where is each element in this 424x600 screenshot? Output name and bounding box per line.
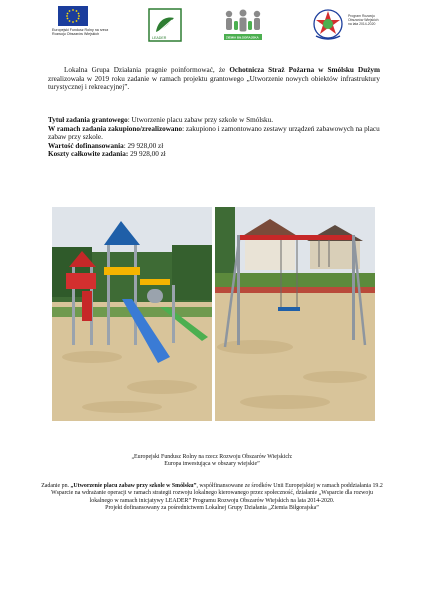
- footer-fund-name: „Europejski Fundusz Rolny na rzecz Rozwoju Obszarów Wiejskich:: [131, 454, 293, 460]
- total-cost-line: [48, 150, 380, 159]
- lgd-star-logo-icon: [312, 6, 380, 46]
- playground-swing-photo: [215, 207, 375, 421]
- task-scope-value: : zakupiono i zamontowano zestawy urządzeń zabawowych na placu zabaw przy szkole.: [48, 124, 380, 142]
- footer-para-rest: , współfinansowane ze środków Unii Europejskiej w ramach poddziałania 19.2 Wsparcie na wdrażanie operacji w ramach strategii rozwoju lokalnego kierowanego przez społeczność, działanie „Wsparcie dla rozwoju lokalnego w ramach inicjatywy LEADER” Programu Rozwoju Obszarów Wiejskich na lata 2014-2020.: [51, 482, 383, 504]
- intro-start: Lokalna Grupa Działania pragnie poinformować, że: [64, 66, 230, 74]
- intro-organization: Ochotnicza Straż Pożarna w Smólsku Dużym: [229, 66, 380, 74]
- task-title-line: [48, 116, 380, 125]
- intro-paragraph: [48, 66, 380, 92]
- prow-label: ZIEMIA BIŁGORAJSKA: [226, 35, 259, 40]
- funding-label: Wartość dofinansowania: [48, 141, 124, 150]
- intro-text: [48, 66, 380, 92]
- total-cost-label: Koszty całkowite zadania:: [48, 150, 129, 159]
- eu-caption: Europejski Fundusz Rolny na rzecz Rozwoju Obszarów Wiejskich: [52, 28, 109, 36]
- prow-people-icon: [220, 8, 266, 44]
- footer-para-start: Zadanie pn.: [41, 482, 71, 489]
- intro-rest: zrealizowała w 2019 roku zadanie w ramach projektu grantowego „Utworzenie nowych obiektów infrastruktury turystycznej i rekreacyjnej”.: [48, 74, 380, 92]
- eu-flag-icon: [58, 6, 88, 26]
- task-scope-label: W ramach zadania zakupiono/zrealizowano: [48, 124, 183, 133]
- eu-logo: [52, 6, 122, 36]
- funding-value: : 29 928,00 zł: [123, 141, 164, 150]
- footer: [40, 454, 384, 512]
- footer-task-title: „Utworzenie placu zabaw przy szkole w Smólsku”: [70, 482, 197, 489]
- logo-header: [52, 6, 382, 46]
- leader-label: LEADER: [152, 36, 167, 40]
- lgd-caption: Program Rozwoju Obszarów Wiejskich na lata 2014-2020: [348, 14, 379, 26]
- task-title-value: : Utworzenie placu zabaw przy szkole w Smólsku.: [127, 116, 274, 124]
- leader-logo-icon: [148, 8, 182, 42]
- footer-lgd-note: Projekt dofinansowany za pośrednictwem Lokalnej Grupy Działania „Ziemia Biłgorajska”: [105, 505, 319, 512]
- task-title-label: Tytuł zadania grantowego: [48, 116, 128, 124]
- funding-line: [48, 142, 380, 151]
- playground-slide-photo: [52, 207, 212, 421]
- task-scope-line: [48, 125, 380, 142]
- footer-slogan: Europa inwestująca w obszary wiejskie”: [164, 461, 260, 468]
- total-cost-value: 29 928,00 zł: [128, 150, 166, 159]
- footer-task-paragraph: [40, 483, 384, 505]
- task-details: [48, 116, 380, 159]
